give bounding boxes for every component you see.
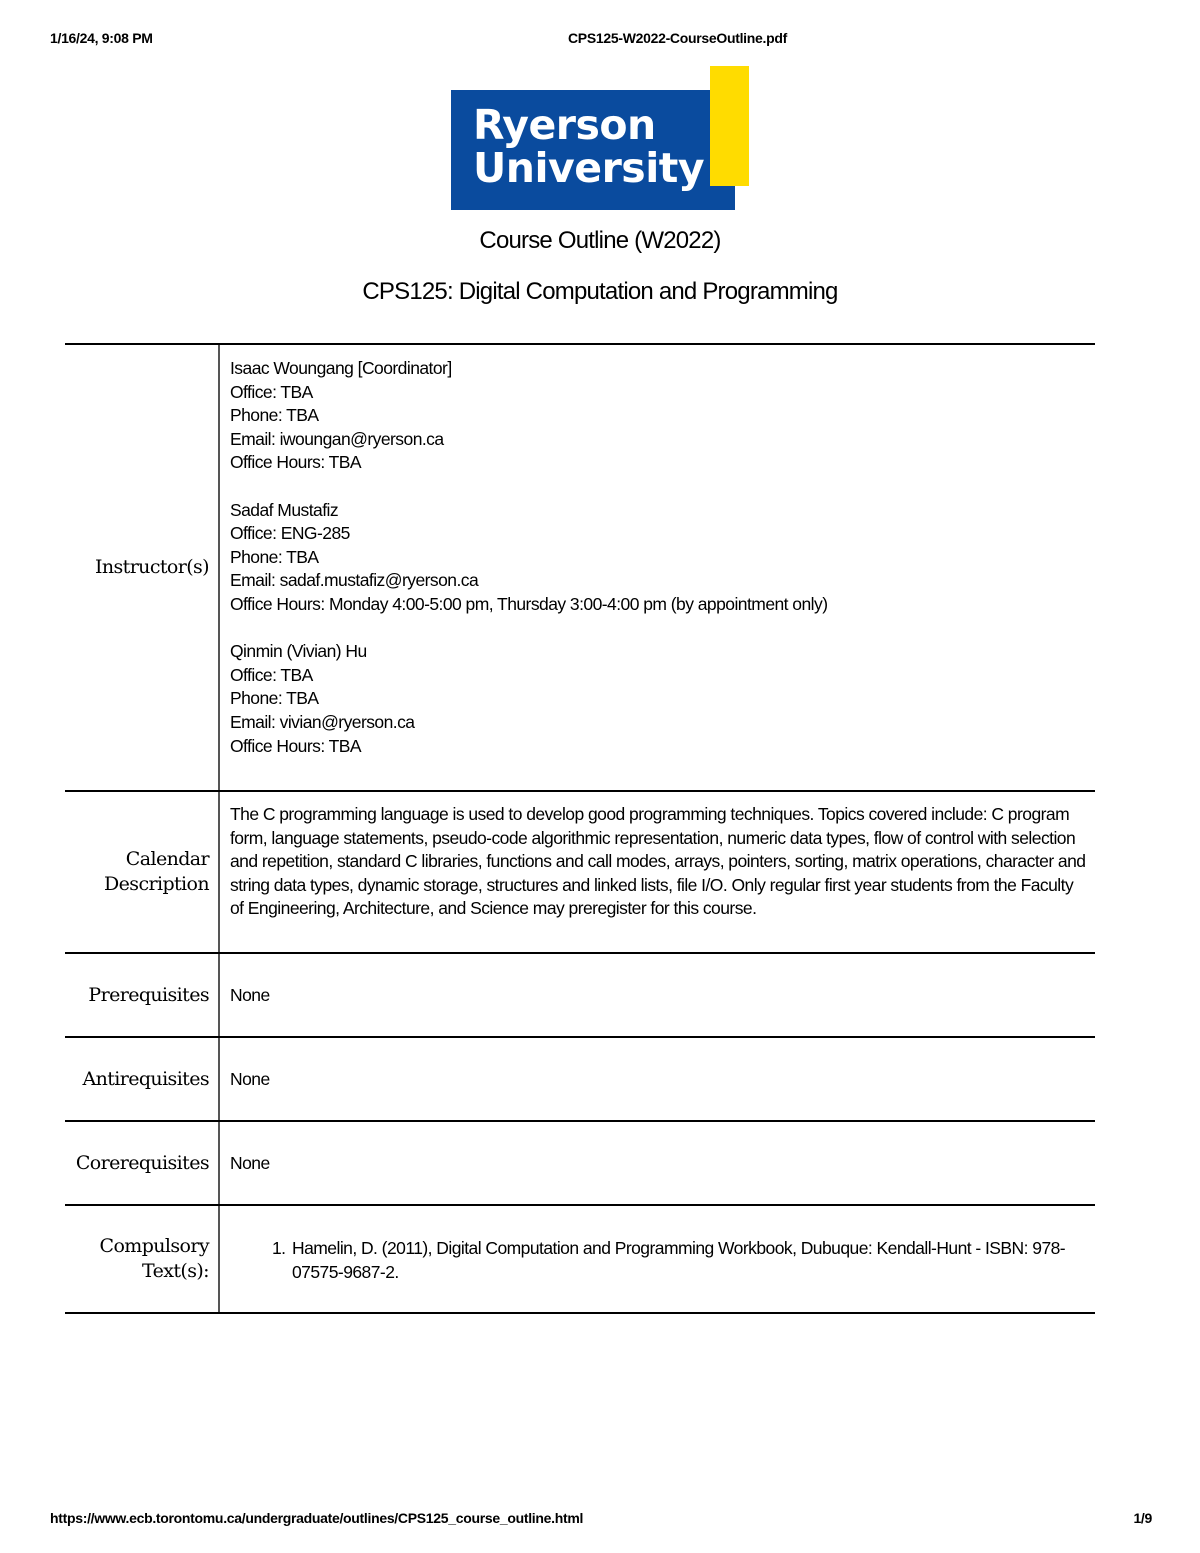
instructor-phone: Phone: TBA	[230, 688, 319, 709]
instructors-list	[222, 345, 1095, 758]
instructor-phone: Phone: TBA	[230, 405, 319, 426]
print-filename: CPS125-W2022-CourseOutline.pdf	[568, 30, 787, 46]
print-url: https://www.ecb.torontomu.ca/undergraduate/outlines/CPS125_course_outline.html	[50, 1510, 584, 1526]
instructor-name: Qinmin (Vivian) Hu	[230, 641, 367, 662]
instructors-label: Instructor(s)	[65, 345, 220, 790]
logo-line-2: University	[473, 144, 705, 192]
list-item-text: Hamelin, D. (2011), Digital Computation and Programming Workbook, Dubuque: Kendall-Hunt - ISBN: 978-07575-9687-2.	[292, 1238, 1066, 1282]
antirequisites-label: Antirequisites	[65, 1038, 220, 1120]
print-footer	[50, 1510, 1152, 1528]
page-title: Course Outline (W2022)	[479, 227, 721, 254]
logo-wordmark	[473, 101, 705, 192]
instructor-hours: Office Hours: Monday 4:00-5:00 pm, Thursday 3:00-4:00 pm (by appointment only)	[230, 593, 828, 614]
logo-yellow-bar	[710, 66, 749, 186]
calendar-description-text: The C programming language is used to develop good programming techniques. Topics covered include: C program form, language statements, pseudo-code algorithmic representation, numeric data types, flow of control with selection and repetition, standard C libraries, functions and call modes, arrays, pointers, sorting, matrix operations, character and string data types, dynamic storage, structures and linked lists, file I/O. Only regular first year students from the Faculty of Engineering, Architecture, and Science may preregister for this course.	[230, 804, 1086, 919]
instructor-name: Isaac Woungang [Coordinator]	[230, 358, 452, 378]
compulsory-texts-list	[222, 1206, 1095, 1284]
prerequisites-label: Prerequisites	[65, 954, 220, 1036]
ryerson-logo	[451, 66, 749, 211]
corequisites-row	[65, 1122, 1095, 1206]
instructor-email: Email: sadaf.mustafiz@ryerson.ca	[230, 570, 479, 591]
instructor-office: Office: TBA	[230, 664, 313, 685]
print-page-number: 1/9	[1133, 1510, 1152, 1526]
list-item-number: 1.	[272, 1238, 286, 1258]
instructor-entry	[230, 357, 1095, 475]
prerequisites-row	[65, 954, 1095, 1038]
compulsory-texts-label	[65, 1206, 220, 1312]
calendar-description-row	[65, 792, 1095, 954]
corequisites-value: None	[230, 1153, 270, 1173]
instructor-entry	[230, 640, 1095, 758]
calendar-label-line-1: Calendar	[125, 848, 209, 870]
print-header	[50, 30, 1152, 48]
instructor-phone: Phone: TBA	[230, 546, 319, 567]
course-outline-table	[65, 343, 1095, 1314]
list-item	[272, 1237, 1095, 1284]
texts-label-line-2: Text(s):	[142, 1260, 209, 1282]
corequisites-label: Corerequisites	[65, 1122, 220, 1204]
antirequisites-row	[65, 1038, 1095, 1122]
print-datetime: 1/16/24, 9:08 PM	[50, 30, 153, 46]
antirequisites-value: None	[230, 1069, 270, 1089]
instructor-hours: Office Hours: TBA	[230, 452, 362, 473]
instructors-row	[65, 345, 1095, 792]
prerequisites-value: None	[230, 985, 270, 1005]
compulsory-texts-row	[65, 1206, 1095, 1314]
instructor-hours: Office Hours: TBA	[230, 735, 362, 756]
instructor-entry	[230, 499, 1095, 617]
calendar-description-label	[65, 792, 220, 952]
logo-line-1: Ryerson	[473, 101, 656, 149]
course-title: CPS125: Digital Computation and Programming	[362, 278, 838, 305]
calendar-label-line-2: Description	[104, 873, 209, 895]
instructor-email: Email: vivian@ryerson.ca	[230, 711, 415, 732]
texts-label-line-1: Compulsory	[99, 1235, 209, 1257]
instructor-name: Sadaf Mustafiz	[230, 499, 339, 520]
instructor-office: Office: ENG-285	[230, 523, 350, 544]
instructor-email: Email: iwoungan@ryerson.ca	[230, 428, 444, 449]
instructor-office: Office: TBA	[230, 381, 313, 402]
